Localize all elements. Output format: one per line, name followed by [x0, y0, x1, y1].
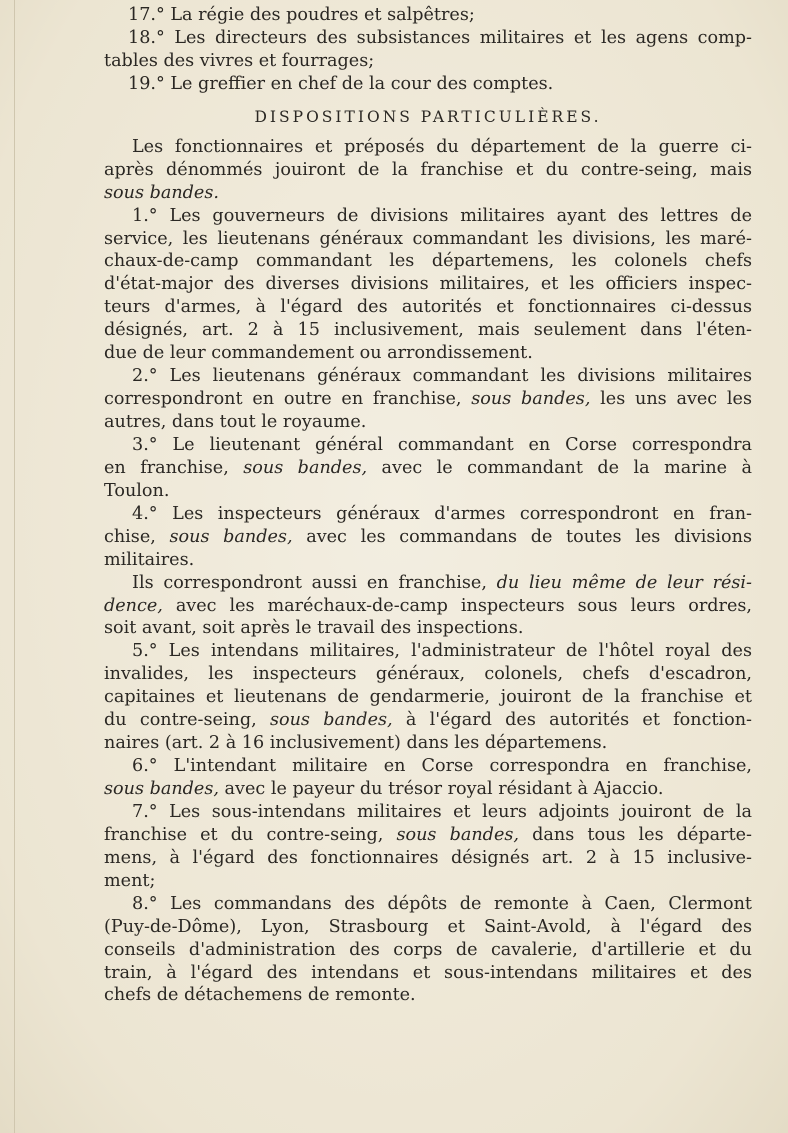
p6-line-1: 6.° L'intendant militaire en Corse correspondra en franchise, [132, 756, 752, 777]
p8-line-4: train, à l'égard des intendans et sous-intendans militaires et des [104, 962, 752, 983]
p4b-line-1: Ils correspondront aussi en franchise, du lieu même de leur rési- [132, 572, 752, 593]
document-text [104, 4, 752, 1007]
p1-line-7: due de leur commandement ou arrondissement. [104, 343, 533, 364]
page-edge-line [14, 0, 15, 1133]
p4-line-3: militaires. [104, 549, 195, 570]
section-heading: DISPOSITIONS PARTICULIÈRES. [254, 107, 602, 126]
p2-line-3: autres, dans tout le royaume. [104, 412, 367, 432]
item-19: 19.° Le greffier en chef de la cour des comptes. [128, 73, 554, 94]
p2-line-1: 2.° Les lieutenans généraux commandant les divisions militaires [132, 366, 752, 387]
p5-line-4: du contre-seing, sous bandes, à l'égard des autorités et fonction- [104, 710, 752, 731]
p5-line-5: naires (art. 2 à 16 inclusivement) dans les départemens. [104, 733, 608, 754]
p1-line-4: d'état-major des diverses divisions militaires, et les officiers inspec- [104, 274, 752, 295]
p5-line-1: 5.° Les intendans militaires, l'administrateur de l'hôtel royal des [132, 641, 752, 662]
p8-line-5: chefs de détachemens de remonte. [104, 985, 416, 1006]
p7-line-1: 7.° Les sous-intendans militaires et leurs adjoints jouiront de la [132, 801, 752, 822]
p7-line-4: ment; [104, 870, 156, 891]
item-17: 17.° La régie des poudres et salpêtres; [128, 5, 475, 25]
p3-line-1: 3.° Le lieutenant général commandant en Corse correspondra [132, 434, 752, 455]
intro-line-2: après dénommés jouiront de la franchise et du contre-seing, mais [104, 159, 752, 180]
p4-line-2: chise, sous bandes, avec les commandans de toutes les divisions [104, 526, 752, 547]
p1-line-5: teurs d'armes, à l'égard des autorités et fonctionnaires ci-dessus [104, 297, 752, 318]
p2-line-2: correspondront en outre en franchise, sous bandes, les uns avec les [104, 389, 752, 410]
p4b-line-3: soit avant, soit après le travail des inspections. [104, 618, 524, 639]
p1-line-2: service, les lieutenans généraux commandant les divisions, les maré- [104, 228, 752, 249]
p8-line-3: conseils d'administration des corps de cavalerie, d'artillerie et du [104, 939, 752, 960]
p1-line-1: 1.° Les gouverneurs de divisions militaires ayant des lettres de [132, 205, 752, 226]
p6-line-2: sous bandes, avec le payeur du trésor royal résidant à Ajaccio. [104, 779, 664, 799]
p4b-line-2: dence, avec les maréchaux-de-camp inspecteurs sous leurs ordres, [104, 595, 752, 616]
intro-line-3: sous bandes. [104, 182, 219, 203]
p5-line-3: capitaines et lieutenans de gendarmerie, jouiront de la franchise et [104, 687, 752, 708]
p3-line-2: en franchise, sous bandes, avec le commandant de la marine à [104, 457, 752, 478]
intro-line-1: Les fonctionnaires et préposés du département de la guerre ci- [132, 136, 752, 157]
p4-line-1: 4.° Les inspecteurs généraux d'armes correspondront en fran- [132, 503, 752, 524]
item-18-line-1: 18.° Les directeurs des subsistances militaires et les agens comp- [128, 27, 752, 48]
p8-line-2: (Puy-de-Dôme), Lyon, Strasbourg et Saint-Avold, à l'égard des [104, 916, 752, 937]
p7-line-2: franchise et du contre-seing, sous bandes, dans tous les départe- [104, 824, 752, 845]
p1-line-3: chaux-de-camp commandant les départemens, les colonels chefs [104, 251, 752, 272]
p3-line-3: Toulon. [104, 480, 170, 501]
p5-line-2: invalides, les inspecteurs généraux, colonels, chefs d'escadron, [104, 664, 752, 685]
item-18-line-2: tables des vivres et fourrages; [104, 50, 375, 71]
p8-line-1: 8.° Les commandans des dépôts de remonte à Caen, Clermont [132, 893, 752, 914]
p1-line-6: désignés, art. 2 à 15 inclusivement, mais seulement dans l'éten- [104, 320, 752, 341]
p7-line-3: mens, à l'égard des fonctionnaires désignés art. 2 à 15 inclusive- [104, 847, 752, 868]
